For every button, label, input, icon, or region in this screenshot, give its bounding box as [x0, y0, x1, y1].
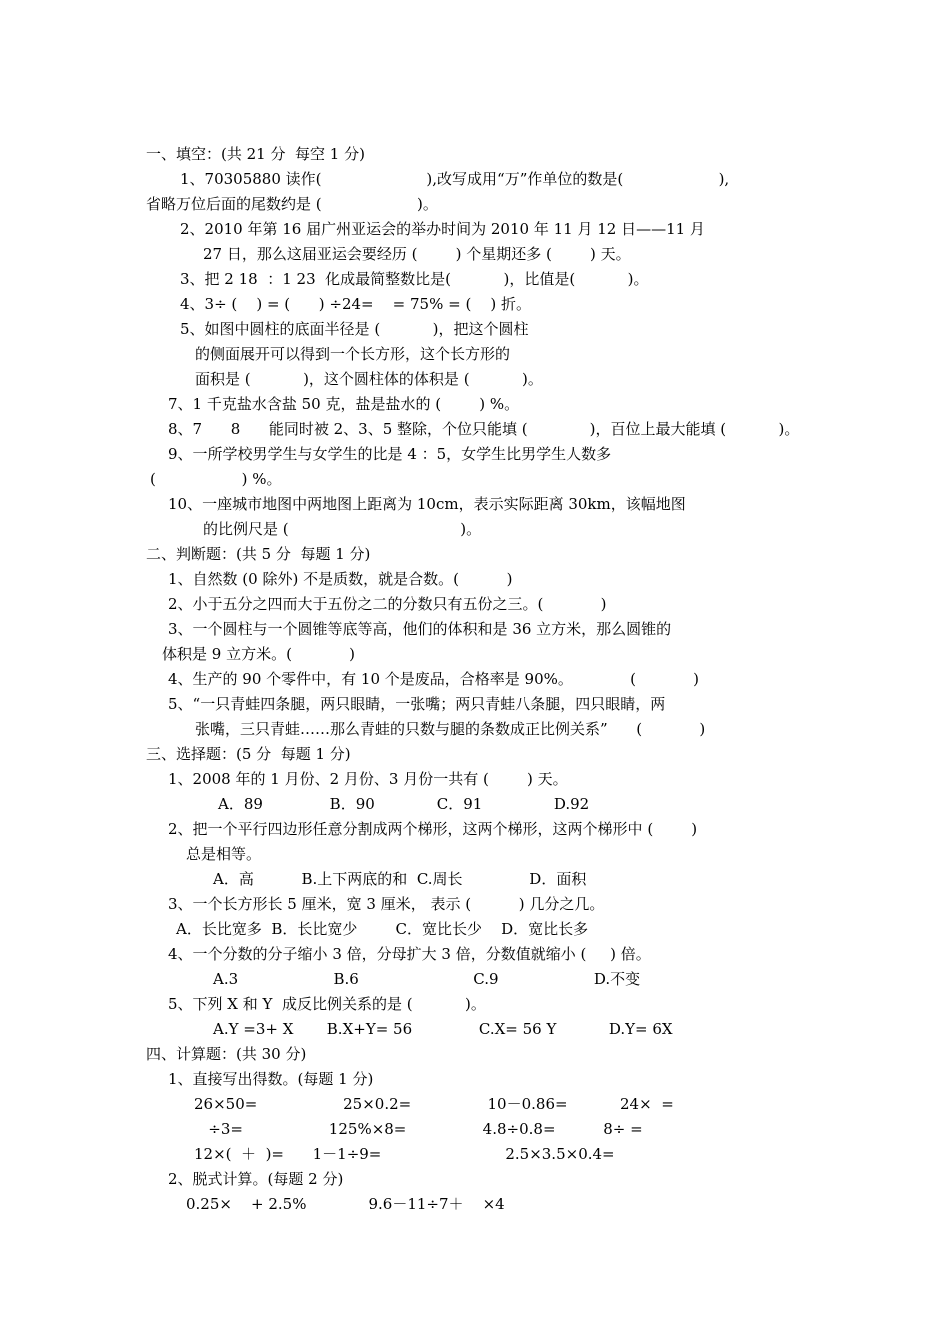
- text-line: 总是相等。: [186, 845, 262, 863]
- text-line: 1、2008 年的 1 月份、2 月份、3 月份一共有 ( ) 天。: [168, 770, 568, 788]
- text-line: 4、生产的 90 个零件中，有 10 个是废品，合格率是 90%。 ( ): [168, 670, 700, 688]
- text-line: A．高 B.上下两底的和 C.周长 D．面积: [213, 870, 587, 888]
- text-line: 9、一所学校男学生与女学生的比是 4 ：5，女学生比男学生人数多: [168, 445, 612, 463]
- text-line: 5、“一只青蛙四条腿，两只眼睛，一张嘴；两只青蛙八条腿，四只眼睛，两: [168, 695, 666, 713]
- text-line: ÷3= 125%×8= 4.8÷0.8= 8÷ =: [194, 1120, 643, 1138]
- text-line: 2、小于五分之四而大于五份之二的分数只有五份之三。( ): [168, 595, 607, 613]
- text-line: 体积是 9 立方米。( ): [162, 645, 356, 663]
- text-line: 8、7 8 能同时被 2、3、5 整除，个位只能填 ( )，百位上最大能填 ( )。: [168, 420, 800, 438]
- text-line: A．长比宽多 B．长比宽少 C．宽比长少 D．宽比长多: [176, 920, 589, 938]
- text-line: 的比例尺是 ( )。: [203, 520, 482, 538]
- text-line: 1、自然数 (0 除外) 不是质数，就是合数。( ): [168, 570, 513, 588]
- text-line: 27 日，那么这届亚运会要经历 ( ) 个星期还多 ( ) 天。: [203, 245, 631, 263]
- text-line: 10、一座城市地图中两地图上距离为 10cm，表示实际距离 30km，该幅地图: [168, 495, 686, 513]
- text-line: ( ) %。: [150, 470, 282, 488]
- text-line: A.Y =3+ X B.X+Y= 56 C.X= 56 Y D.Y= 6X: [213, 1020, 673, 1038]
- text-line: 3、一个圆柱与一个圆锥等底等高，他们的体积和是 36 立方米，那么圆锥的: [168, 620, 672, 638]
- text-line: 1、70305880 读作( ),改写成用“万”作单位的数是( ),: [180, 170, 730, 188]
- text-line: 四、计算题：(共 30 分): [146, 1045, 307, 1063]
- text-line: A.3 B.6 C.9 D.不变: [213, 970, 641, 988]
- text-line: 4、3÷ ( ) = ( ) ÷24= = 75% = ( ) 折。: [180, 295, 532, 313]
- text-line: 面积是 ( )，这个圆柱体的体积是 ( )。: [195, 370, 543, 388]
- text-line: 张嘴，三只青蛙……那么青蛙的只数与腿的条数成正比例关系” ( ): [195, 720, 706, 738]
- text-line: 5、如图中圆柱的底面半径是 ( )，把这个圆柱: [180, 320, 529, 338]
- text-line: 4、一个分数的分子缩小 3 倍，分母扩大 3 倍，分数值就缩小 ( ) 倍。: [168, 945, 651, 963]
- text-line: 三、选择题：(5 分 每题 1 分): [146, 745, 351, 763]
- text-line: 二、判断题：(共 5 分 每题 1 分): [146, 545, 371, 563]
- text-line: 2、把一个平行四边形任意分割成两个梯形，这两个梯形，这两个梯形中 ( ): [168, 820, 698, 838]
- text-line: 3、一个长方形长 5 厘米，宽 3 厘米， 表示 ( ) 几分之几。: [168, 895, 605, 913]
- text-line: 1、直接写出得数。(每题 1 分): [168, 1070, 374, 1088]
- text-line: 省略万位后面的尾数约是 ( )。: [146, 195, 438, 213]
- text-line: 3、把 2 18 ：1 23 化成最简整数比是( )，比值是( )。: [180, 270, 649, 288]
- text-line: 7、1 千克盐水含盐 50 克，盐是盐水的 ( ) %。: [168, 395, 520, 413]
- text-line: 5、下列 X 和 Y 成反比例关系的是 ( )。: [168, 995, 486, 1013]
- text-line: 0.25× + 2.5% 9.6－11÷7＋ ×4: [186, 1195, 505, 1213]
- text-line: A．89 B．90 C．91 D.92: [218, 795, 590, 813]
- text-line: 2、2010 年第 16 届广州亚运会的举办时间为 2010 年 11 月 12 日——11 月: [180, 220, 705, 238]
- text-line: 26×50= 25×0.2= 10－0.86= 24× =: [194, 1095, 674, 1113]
- text-line: 的侧面展开可以得到一个长方形，这个长方形的: [195, 345, 511, 363]
- text-line: 2、脱式计算。(每题 2 分): [168, 1170, 344, 1188]
- text-line: 一、填空：(共 21 分 每空 1 分): [146, 145, 365, 163]
- text-line: 12×( ＋ )= 1－1÷9= 2.5×3.5×0.4=: [194, 1145, 615, 1163]
